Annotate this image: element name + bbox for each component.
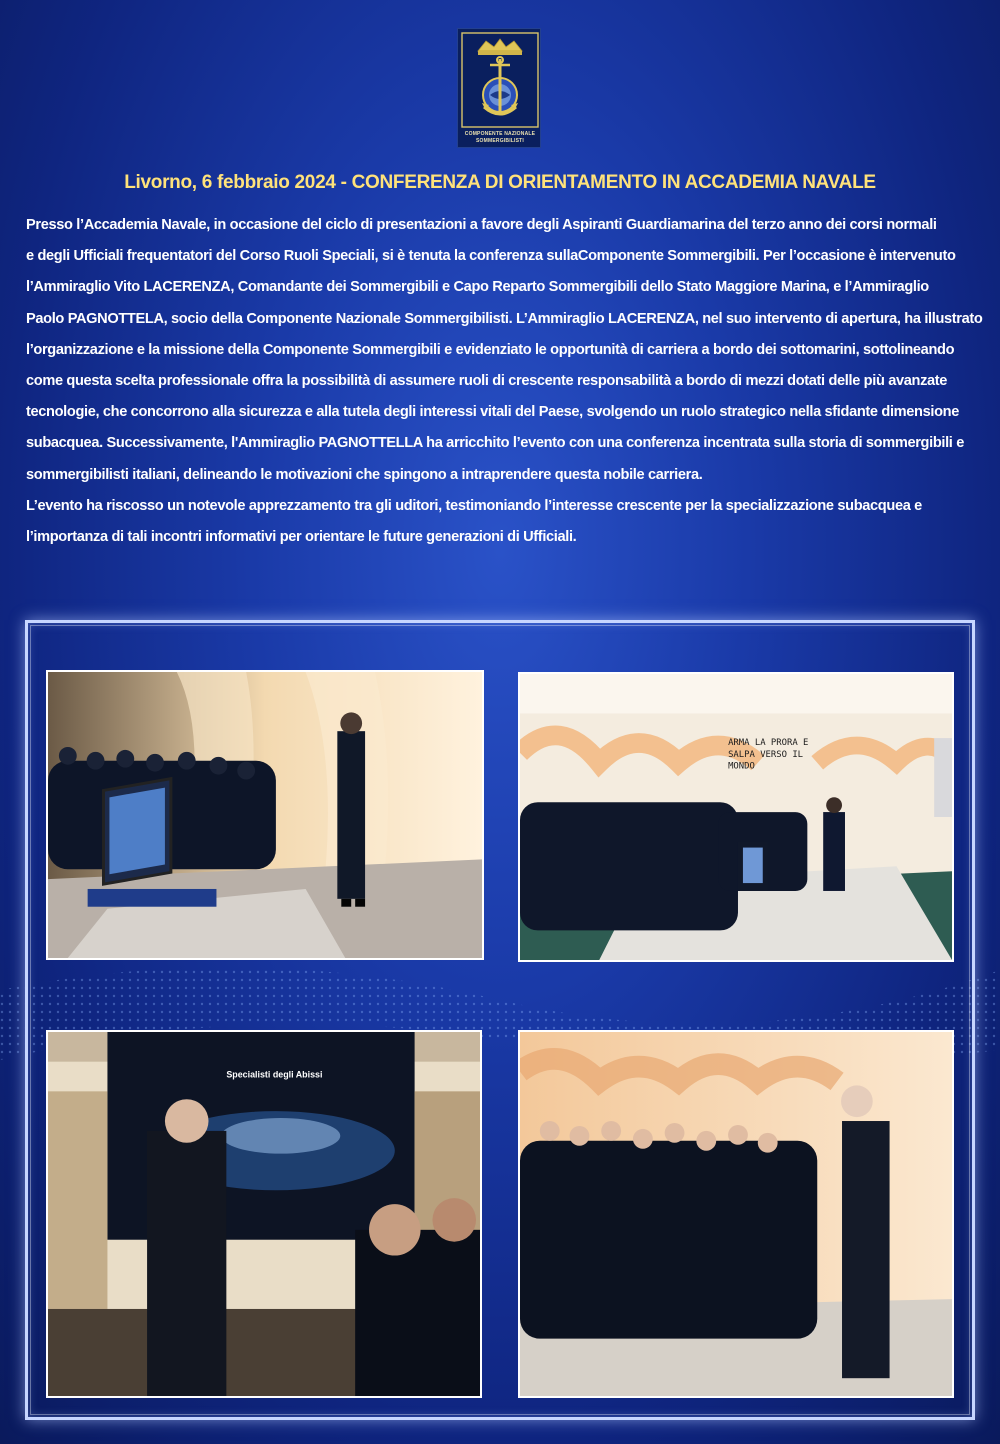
- body-line: l’Ammiraglio Vito LACERENZA, Comandante dei Sommergibili e Capo Reparto Sommergibili dello Stato Maggiore Marina, e l’Ammiraglio: [26, 279, 929, 296]
- photo-conference-speaker-3: [518, 1030, 954, 1398]
- body-line: e degli Ufficiali frequentatori del Corso Ruoli Speciali, si è tenuta la conferenza sullaComponente Sommergibili. Per l’occasione è intervenuto: [26, 248, 956, 265]
- body-line: l’importanza di tali incontri informativi per orientare le future generazioni di Ufficiali.: [26, 529, 577, 546]
- body-line: sommergibilisti italiani, delineando le motivazioni che spingono a intraprendere questa nobile carriera.: [26, 466, 703, 483]
- logo: [457, 28, 541, 148]
- screen-text: Specialisti degli Abissi: [226, 1069, 323, 1080]
- photo-conference-speaker-2: [46, 1030, 482, 1398]
- page-title: Livorno, 6 febbraio 2024 - CONFERENZA DI ORIENTAMENTO IN ACCADEMIA NAVALE: [124, 172, 876, 193]
- body-line: subacquea. Successivamente, l'Ammiraglio PAGNOTTELLA ha arricchito l’evento con una conferenza incentrata sulla storia di sommergibili e: [26, 435, 964, 452]
- body-line: L’evento ha riscosso un notevole apprezzamento tra gli uditori, testimoniando l’interesse crescente per la specializzazione subacquea e: [26, 497, 922, 514]
- body-line: tecnologie, che concorrono alla sicurezza e alla tutela degli interessi vitali del Paese, svolgendo un ruolo strategico nella sfidante dimensione: [26, 404, 959, 421]
- banner-line-3: MONDO: [728, 761, 755, 772]
- body-line: Presso l’Accademia Navale, in occasione del ciclo di presentazioni a favore degli Aspiranti Guardiamarina del terzo anno dei corsi normali: [26, 217, 937, 233]
- anchor-emblem-icon: [458, 29, 542, 129]
- body-line: Paolo PAGNOTTELA, socio della Componente Nazionale Sommergibilisti. L’Ammiraglio LACERENZA, nel suo intervento di apertura, ha illustrato: [26, 310, 983, 327]
- photo-conference-hall: [518, 672, 954, 962]
- body-line: come questa scelta professionale offra la possibilità di assumere ruoli di crescente responsabilità a bordo di mezzi dotati delle più avanzate: [26, 373, 948, 390]
- logo-text-line2: SOMMERGIBILISTI: [476, 138, 524, 144]
- article-body: [26, 210, 984, 553]
- photo-conference-speaker-1: [46, 670, 484, 960]
- banner-line-1: ARMA LA PRORA E: [728, 738, 809, 748]
- banner-line-2: SALPA VERSO IL: [728, 749, 804, 760]
- logo-text-line1: COMPONENTE NAZIONALE: [464, 131, 536, 137]
- body-line: l’organizzazione e la missione della Componente Sommergibili e evidenziato le opportunità di carriera a bordo dei sottomarini, sottolineando: [26, 341, 955, 358]
